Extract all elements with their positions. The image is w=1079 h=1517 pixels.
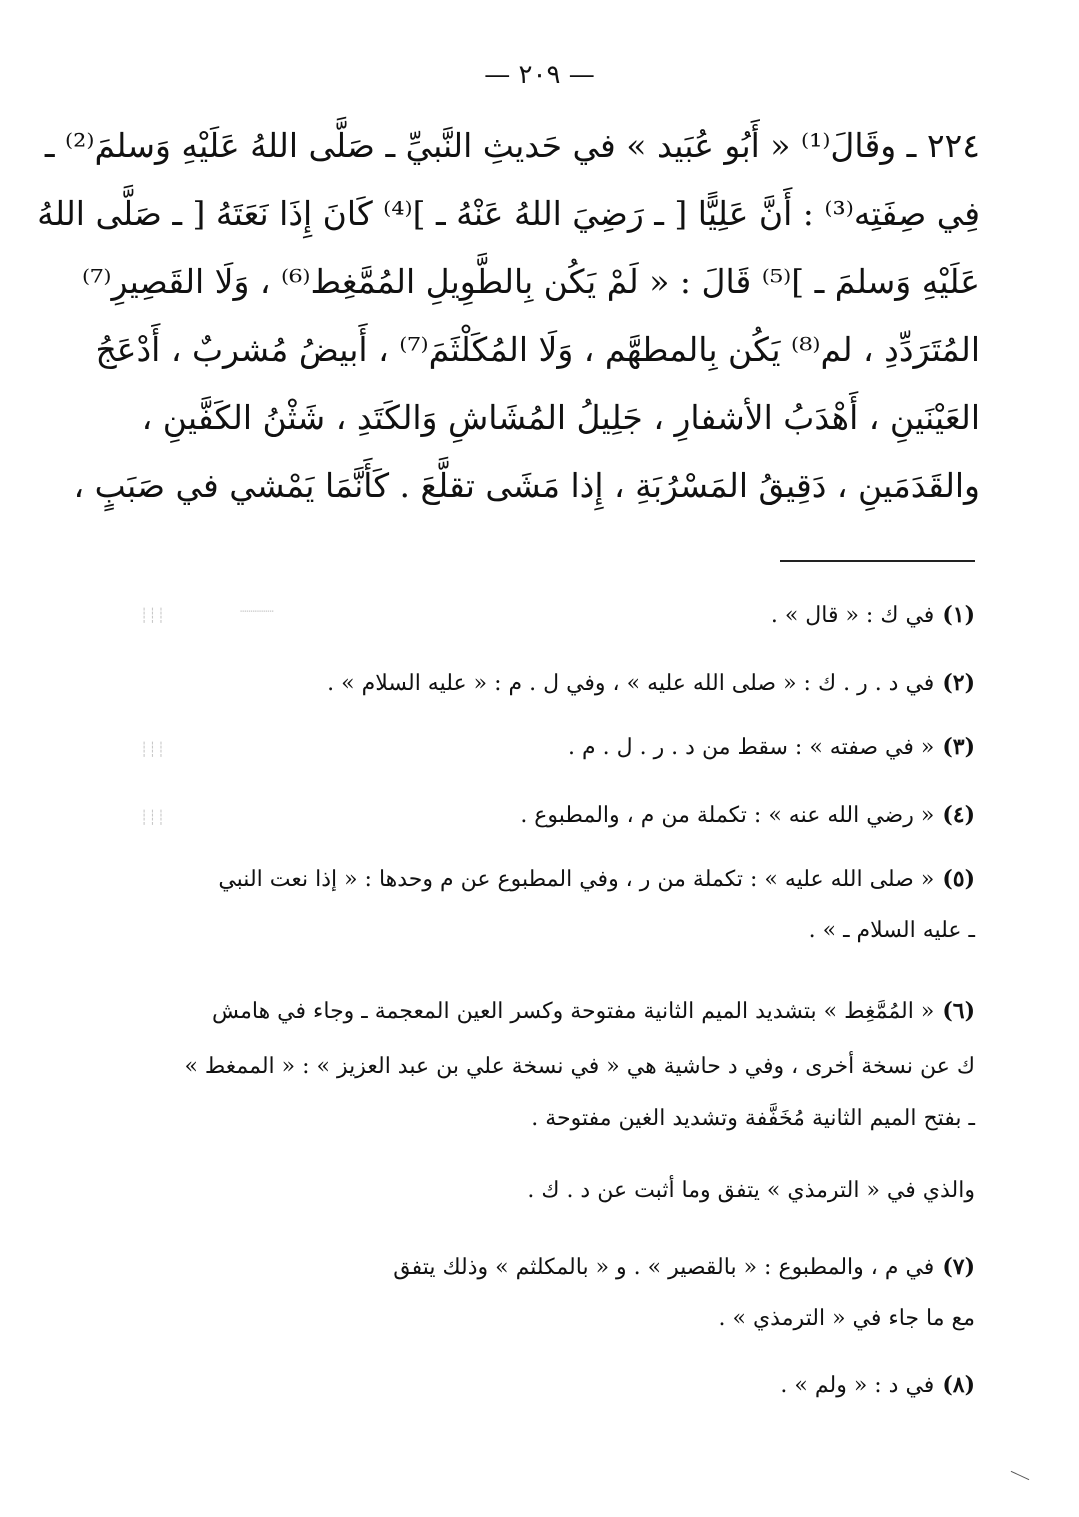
body-line: ٢٢٤ ـ وقَالَ⁽¹⁾ « أَبُو عُبَيد » في حَديثِ النَّبيِّ ـ صَلَّى اللهُ عَلَيْهِ وَسلمَ⁽²⁾ ـ xyxy=(44,126,980,165)
footnote-2 xyxy=(120,668,975,699)
footnote-number: (٢) xyxy=(942,670,975,696)
footnote-4 xyxy=(120,800,975,831)
body-line: المُتَرَدِّدِ ، لم⁽⁸⁾ يَكُن بِالمطهَّم ، وَلَا المُكَلْثَمَ⁽⁷⁾ ، أَبيضُ مُشربٌ ، أَدْعَجُ xyxy=(95,330,980,369)
scan-mark xyxy=(1011,1471,1030,1480)
footnote-7-cont xyxy=(120,1304,975,1334)
footnote-number: (٥) xyxy=(942,866,975,892)
footnote-number: (٤) xyxy=(942,802,975,828)
footnote-text: مع ما جاء في « الترمذي » . xyxy=(718,1306,975,1331)
footnote-3 xyxy=(120,732,975,763)
footnote-text: « المُمَّغِط » بتشديد الميم الثانية مفتوحة وكسر العين المعجمة ـ وجاء في هامش xyxy=(212,999,935,1024)
footnote-text: ك عن نسخة أخرى ، وفي د حاشية هي « في نسخة علي بن عبد العزيز » : « الممغط » xyxy=(184,1054,975,1079)
footnote-6-cont xyxy=(120,1176,975,1206)
footnote-6-cont xyxy=(120,1052,975,1082)
footnote-text: في ك : « قال » . xyxy=(770,603,935,628)
footnote-text: والذي في « الترمذي » يتفق وما أثبت عن د . ك . xyxy=(527,1178,975,1203)
footnote-number: (٦) xyxy=(942,998,975,1024)
scan-noise: ┈┈┈┈ xyxy=(240,604,274,620)
scan-noise: ┊┊┊ xyxy=(140,608,166,624)
scan-noise: ┊┊┊ xyxy=(140,742,166,758)
footnote-5 xyxy=(120,864,975,895)
footnote-text: ـ بفتح الميم الثانية مُخَفَّفة وتشديد الغين مفتوحة . xyxy=(531,1106,975,1131)
footnote-6-cont xyxy=(120,1104,975,1134)
footnote-text: في م ، والمطبوع : « بالقصير » . و « بالمكلثم » وذلك يتفق xyxy=(393,1255,935,1280)
footnote-number: (٣) xyxy=(942,734,975,760)
footnote-text: « رضي الله عنه » : تكملة من م ، والمطبوع . xyxy=(520,803,935,828)
footnote-text: ـ عليه السلام ـ » . xyxy=(808,918,975,943)
footnote-number: (١) xyxy=(942,602,975,628)
body-line: فِي صِفَتِه⁽³⁾ : أَنَّ عَلِيًّا [ ـ رَضِيَ اللهُ عَنْهُ ـ ]⁽⁴⁾ كَانَ إِذَا نَعَتَهُ [ ـ صَلَّى اللهُ xyxy=(37,194,980,233)
footnotes xyxy=(120,0,975,1517)
footnote-text: « صلى الله عليه » : تكملة من ر ، وفي المطبوع عن م وحدها : « إذا نعت النبي xyxy=(218,867,935,892)
footnote-number: (٧) xyxy=(942,1254,975,1280)
page-number: — ٢٠٩ — xyxy=(484,60,595,90)
footnote-8 xyxy=(120,1370,975,1401)
footnote-5-cont xyxy=(120,916,975,946)
footnote-6 xyxy=(120,996,975,1027)
body-line: عَلَيْهِ وَسلمَ ـ ]⁽⁵⁾ قَالَ : « لَمْ يَكُن بِالطَّوِيلِ المُمَّغِط⁽⁶⁾ ، وَلَا القَصِيرِ⁽⁷⁾ xyxy=(82,262,980,301)
footnote-text: في د : « ولم » . xyxy=(780,1373,935,1398)
footnote-number: (٨) xyxy=(942,1372,975,1398)
body-line: العَيْنَينِ ، أَهْدَبُ الأشفارِ ، جَلِيلُ المُشَاشِ وَالكَتَدِ ، شَثْنُ الكَفَّينِ ، xyxy=(141,398,980,437)
footnote-text: في د . ر . ك : « صلى الله عليه » ، وفي ل . م : « عليه السلام » . xyxy=(327,671,935,696)
footnote-7 xyxy=(120,1252,975,1283)
scan-noise: ┊┊┊ xyxy=(140,810,166,826)
body-line: والقَدَمَينِ ، دَقِيقُ المَسْرُبَةِ ، إِذا مَشَى تقلَّعَ . كَأَنَّمَا يَمْشي في صَبَبٍ ، xyxy=(73,466,980,505)
footnote-text: « في صفته » : سقط من د . ر . ل . م . xyxy=(568,735,935,760)
